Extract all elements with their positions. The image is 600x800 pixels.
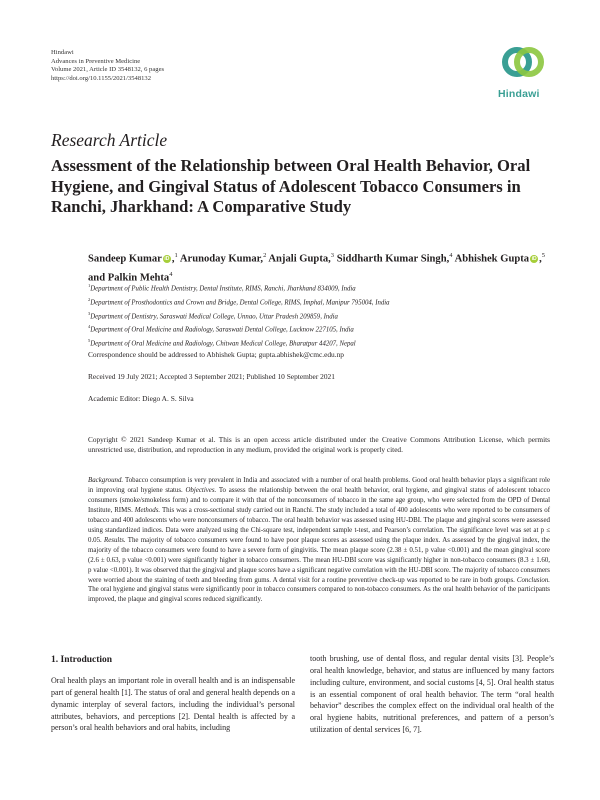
affiliation-sup: 5 xyxy=(88,338,91,344)
journal-name: Advances in Preventive Medicine xyxy=(51,57,141,65)
abstract-methods: This was a cross-sectional study carried out in Ranchi. The study included a total of 400 adolescents who were reported to be consumers of tobacco and 400 adolescents who were nonconsumers of tobacco. The oral health behavior was assessed using HU-DBI. The plaque and gingival scores were assessed using standardized indices. Data were analyzed using the Chi-square test, independent sample t-test, and Pearson’s correlation. The significance level was set at p ≤ 0.05. xyxy=(88,506,550,544)
author-affiliation-sup: 3 xyxy=(330,252,335,259)
abstract-results-label: Results. xyxy=(104,536,126,544)
article-title: Assessment of the Relationship between Oral Health Behavior, Oral Hygiene, and Gingival Status of Adolescent Tobacco Consumers in Ranchi, Jharkhand: A Comparative Study xyxy=(51,156,531,216)
volume-line: Volume 2021, Article ID 3548132, 6 pages xyxy=(51,66,165,74)
article-dates: Received 19 July 2021; Accepted 3 September 2021; Published 10 September 2021 xyxy=(88,372,335,381)
abstract-results: The majority of tobacco consumers were found to have poor plaque scores as assessed using the plaque index. As assessed by the gingival index, the majority of the tobacco consumers were found to have a severe form of gingivitis. The mean plaque score (2.38 ± 0.51, p value <0.001) and the mean gingival score (2.6 ± 0.63, p value <0.001) were significantly higher in tobacco consumers. The mean HU-DBI score was significantly higher in non-tobacco consumers (8.3 ± 1.60, p value <0.001). It was observed that the gingival and plaque scores have a significant negative correlation with the HU-DBI score. The majority of tobacco consumers were worried about the staining of teeth and bleeding from gums. A dental visit for a routine preventive check-up was reported to be rare in both groups. xyxy=(88,536,550,584)
correspondence: Correspondence should be addressed to Abhishek Gupta; gupta.abhishek@cmc.edu.np xyxy=(88,350,344,359)
author-name: Siddharth Kumar Singh, xyxy=(336,253,450,265)
publisher-name: Hindawi xyxy=(51,49,74,56)
affiliation-sup: 4 xyxy=(88,324,91,330)
affiliation-item xyxy=(88,281,558,295)
abstract-background: Tobacco consumption is very prevalent in India and associated with a number of oral health problems. Good oral health behavior plays a significant role in improving oral hygiene status. xyxy=(88,477,550,494)
copyright-notice: Copyright © 2021 Sandeep Kumar et al. This is an open access article distributed under the Creative Commons Attribution License, which permits unrestricted use, distribution, and reproduction in any medium, provided the original work is properly cited. xyxy=(88,435,550,454)
abstract-objectives-label: Objectives. xyxy=(185,486,217,494)
affiliation-sup: 3 xyxy=(88,310,91,316)
author-name: Anjali Gupta, xyxy=(268,253,331,265)
affiliation-sup: 1 xyxy=(88,283,91,288)
section-heading-introduction: 1. Introduction xyxy=(51,655,113,665)
intro-column-right: tooth brushing, use of dental floss, and regular dental visits [3]. People’s oral health knowledge, behavior, and status are influenced by many factors including culture, environment, and social customs [4, 5]. Oral health status is an essential component of oral health behavior. The term “oral health behavior” describes the complex effect on the individual oral health of the oral hygiene habits, nutritional preferences, and pattern of a person’s utilization of dental services [6, 7]. xyxy=(310,654,554,735)
abstract-conclusion-label: Conclusion. xyxy=(516,576,550,584)
abstract xyxy=(88,476,550,605)
affiliation-item xyxy=(88,309,558,323)
author-affiliation-sup: 5 xyxy=(541,252,545,259)
affiliation-item xyxy=(88,336,558,350)
author-name: and Palkin Mehta xyxy=(88,272,170,284)
author-name: Sandeep Kumar xyxy=(88,253,162,265)
orcid-icon[interactable]: iD xyxy=(164,256,170,263)
abstract-objectives: To assess the relationship between the oral health behavior, oral hygiene, and gingival status of adolescent tobacco consumers (smoke/smokeless form) and to compare it with that of the nonconsumers of tobacco in the same age group, who were selected from the OPD of Dental Institute, RIMS. xyxy=(88,486,550,514)
author-affiliation-sup: 4 xyxy=(169,271,173,279)
affiliation-sup: 2 xyxy=(88,296,91,302)
doi-link[interactable]: https://doi.org/10.1155/2021/3548132 xyxy=(51,74,152,82)
academic-editor: Academic Editor: Diego A. S. Silva xyxy=(88,394,194,403)
author-name: Abhishek Gupta xyxy=(454,253,530,265)
article-type: Research Article xyxy=(51,130,168,150)
hindawi-logo-icon xyxy=(500,44,546,84)
abstract-background-label: Background. xyxy=(88,477,124,484)
affiliation-item xyxy=(88,322,558,336)
author-affiliation-sup: 4 xyxy=(449,252,453,259)
intro-column-left: Oral health plays an important role in overall health and is an indispensable part of general health [1]. The status of oral and general health depends on a dynamic interplay of several factors, including the individual’s personal attributes, behaviors, and perceptions [2]. Dental health is affected by a person’s oral health behaviors and oral habits, including xyxy=(51,676,295,733)
author-affiliation-sup: 2 xyxy=(263,252,267,259)
author-name: Arunoday Kumar, xyxy=(179,253,264,265)
abstract-conclusion: The oral hygiene and gingival status were significantly poor in tobacco consumers compared to non-tobacco consumers. As the oral health behavior of the participants improved, the plaque and gingival scores reduced significantly. xyxy=(88,586,550,604)
affiliation-text: Department of Prosthodontics and Crown and Bridge, Dental College, RIMS, Imphal, Manipur 795004, India xyxy=(90,299,390,307)
affiliation-item xyxy=(88,295,558,309)
hindawi-logo-text: Hindawi xyxy=(498,88,540,100)
affiliation-text: Department of Dentistry, Saraswati Medical College, Unnao, Uttar Pradesh 209859, India xyxy=(90,312,338,320)
affiliation-text: Department of Oral Medicine and Radiology, Chitwan Medical College, Bharatpur 44207, Nepal xyxy=(90,340,356,348)
affiliation-list xyxy=(88,281,558,350)
abstract-methods-label: Methods. xyxy=(134,506,161,514)
author-affiliation-sup: 1 xyxy=(174,252,178,259)
author-list: Sandeep Kumar iD ,$^1$ Arunoday Kumar,$^2$ Anjali Gupta,$^3$ Siddharth Kumar Singh,$^4$ Abhishek Gupta iD ,$^5$ and Palkin Mehta$^4$ xyxy=(88,252,545,284)
affiliation-text: Department of Oral Medicine and Radiology, Saraswati Dental College, Lucknow 227105, India xyxy=(90,326,354,334)
affiliation-text: Department of Public Health Dentistry, Dental Institute, RIMS, Ranchi, Jharkhand 834009, India xyxy=(90,285,356,293)
journal-header xyxy=(51,49,164,83)
orcid-icon[interactable]: iD xyxy=(531,256,537,263)
